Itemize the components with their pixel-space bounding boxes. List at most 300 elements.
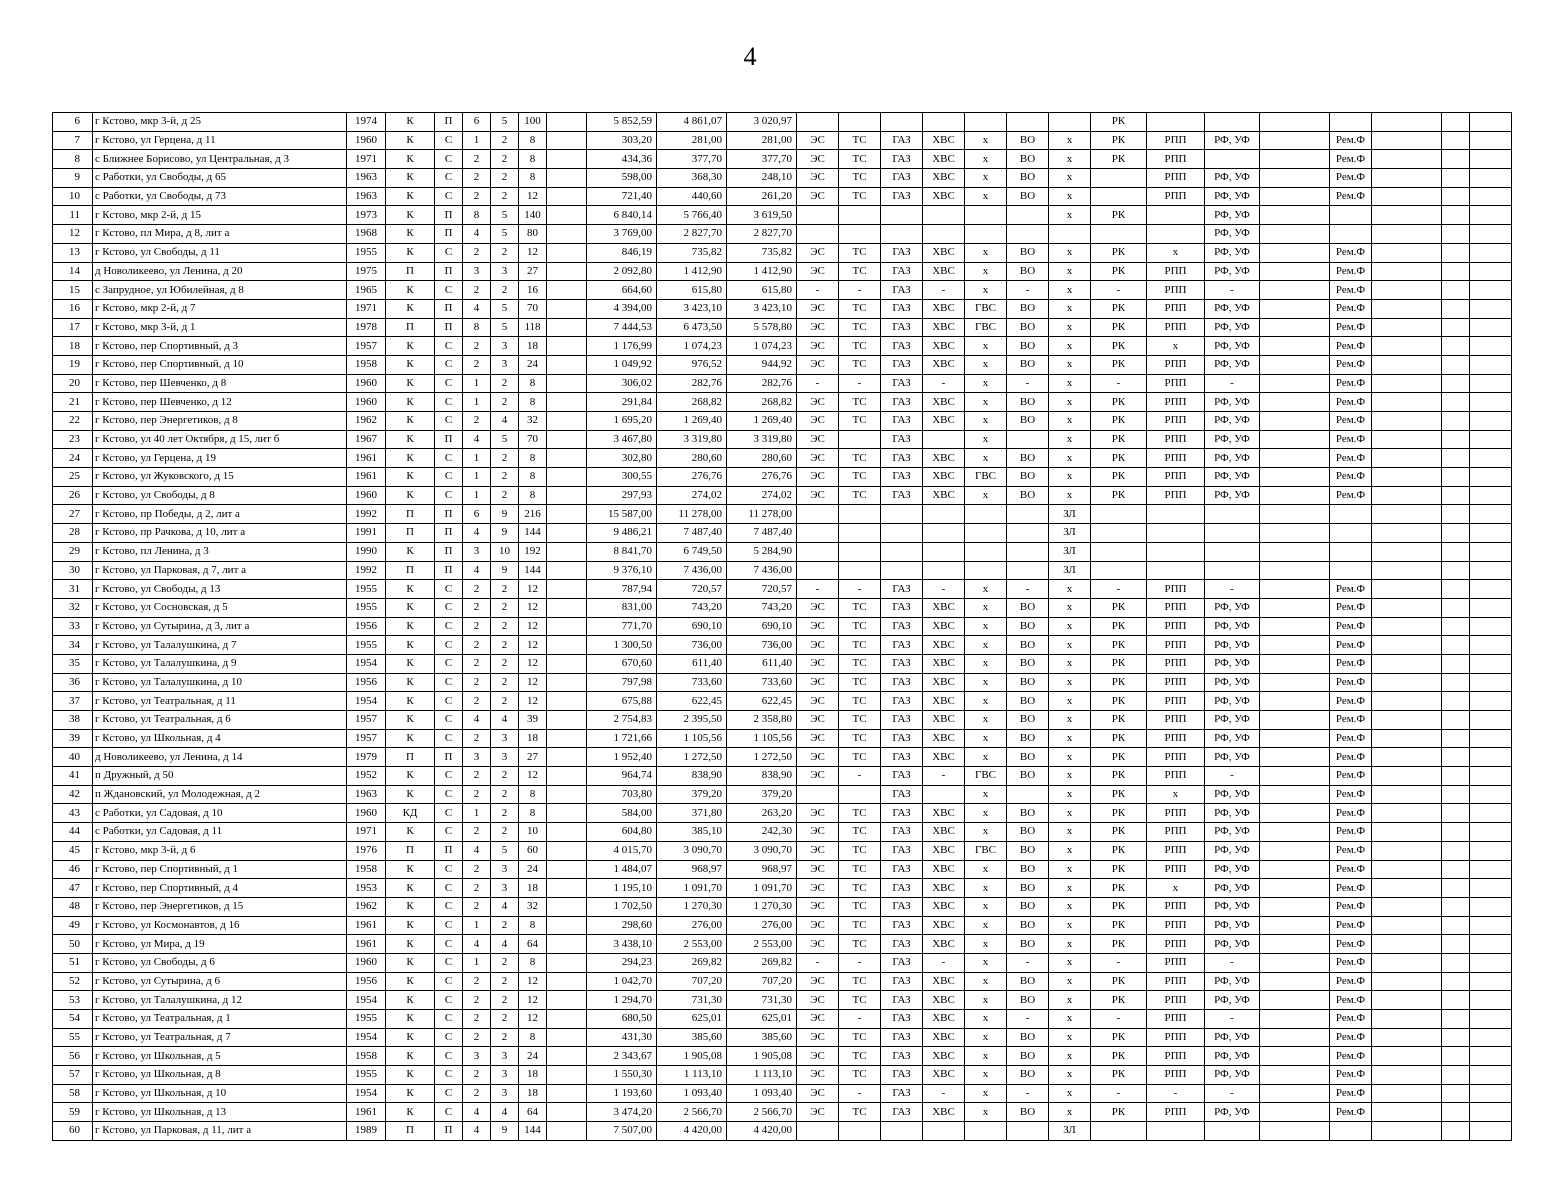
wall-type-cell: С xyxy=(435,636,463,655)
wall-type-cell: С xyxy=(435,991,463,1010)
total-area-cell: 771,70 xyxy=(587,617,657,636)
cold-water-cell: - xyxy=(923,1084,965,1103)
funds-cell: РФ, УФ xyxy=(1205,449,1260,468)
funds-cell: РФ, УФ xyxy=(1205,225,1260,244)
address-cell: г Кстово, пер Шевченко, д 8 xyxy=(93,374,347,393)
funds-cell: РФ, УФ xyxy=(1205,897,1260,916)
year-cell: 1958 xyxy=(347,355,386,374)
roof-cell: РК xyxy=(1091,748,1147,767)
hot-water-cell: х xyxy=(965,486,1007,505)
row-number: 39 xyxy=(53,729,93,748)
total-area-cell: 1 193,60 xyxy=(587,1084,657,1103)
gas-cell: ГАЗ xyxy=(881,953,923,972)
table-row xyxy=(53,860,1512,879)
electricity-cell: - xyxy=(797,580,839,599)
entrances-cell: 6 xyxy=(463,505,491,524)
status-cell: х xyxy=(1049,729,1091,748)
address-cell: г Кстово, ул Парковая, д 7, лит а xyxy=(93,561,347,580)
blank-cell xyxy=(1260,412,1330,431)
status-cell: х xyxy=(1049,692,1091,711)
funds-cell: РФ, УФ xyxy=(1205,711,1260,730)
blank-cell xyxy=(1470,879,1512,898)
residential-area-cell: 377,70 xyxy=(727,150,797,169)
blank-cell xyxy=(1470,393,1512,412)
row-number: 41 xyxy=(53,767,93,786)
table-row xyxy=(53,916,1512,935)
entrances-cell: 2 xyxy=(463,767,491,786)
row-number: 20 xyxy=(53,374,93,393)
sewerage-cell: ВО xyxy=(1007,1047,1049,1066)
status-cell: ЗЛ xyxy=(1049,542,1091,561)
gas-cell: ГАЗ xyxy=(881,1103,923,1122)
heating-cell: - xyxy=(839,374,881,393)
table-row xyxy=(53,1122,1512,1141)
total-area-cell: 15 587,00 xyxy=(587,505,657,524)
funds-cell: РФ, УФ xyxy=(1205,879,1260,898)
year-cell: 1957 xyxy=(347,337,386,356)
blank-cell xyxy=(1260,879,1330,898)
ownership-cell: К xyxy=(386,243,435,262)
blank-cell xyxy=(1372,187,1442,206)
ownership-cell: К xyxy=(386,636,435,655)
roof-cell: РК xyxy=(1091,841,1147,860)
entrances-cell: 4 xyxy=(463,841,491,860)
blank-cell xyxy=(1470,468,1512,487)
status-cell: х xyxy=(1049,150,1091,169)
hot-water-cell: х xyxy=(965,879,1007,898)
wall-type-cell: С xyxy=(435,580,463,599)
gas-cell: ГАЗ xyxy=(881,935,923,954)
apartments-cell: 8 xyxy=(519,393,547,412)
cold-water-cell: ХВС xyxy=(923,131,965,150)
gas-cell xyxy=(881,206,923,225)
blank-cell xyxy=(1260,991,1330,1010)
gas-cell: ГАЗ xyxy=(881,916,923,935)
apartments-cell: 12 xyxy=(519,617,547,636)
table-row xyxy=(53,225,1512,244)
heating-cell: ТС xyxy=(839,636,881,655)
year-cell: 1955 xyxy=(347,636,386,655)
funds-cell: РФ, УФ xyxy=(1205,299,1260,318)
blank-cell xyxy=(1372,113,1442,132)
roof-cell: РК xyxy=(1091,823,1147,842)
blank-cell xyxy=(1260,393,1330,412)
blank-cell xyxy=(1372,561,1442,580)
floors-cell: 10 xyxy=(491,542,519,561)
cold-water-cell: ХВС xyxy=(923,486,965,505)
sewerage-cell: - xyxy=(1007,953,1049,972)
gas-cell: ГАЗ xyxy=(881,449,923,468)
blank-cell xyxy=(1442,860,1470,879)
repair-fund-cell: Рем.Ф xyxy=(1330,393,1372,412)
blank-cell xyxy=(1260,542,1330,561)
status-cell: х xyxy=(1049,243,1091,262)
residential-area-cell: 622,45 xyxy=(727,692,797,711)
row-number: 47 xyxy=(53,879,93,898)
heating-cell: - xyxy=(839,1084,881,1103)
blank-cell xyxy=(547,113,587,132)
hot-water-cell: х xyxy=(965,729,1007,748)
facade-cell: - xyxy=(1147,1084,1205,1103)
row-number: 23 xyxy=(53,430,93,449)
funds-cell: РФ, УФ xyxy=(1205,991,1260,1010)
apartments-cell: 12 xyxy=(519,767,547,786)
address-cell: г Кстово, ул Театральная, д 11 xyxy=(93,692,347,711)
blank-cell xyxy=(1470,729,1512,748)
electricity-cell xyxy=(797,785,839,804)
wall-type-cell: С xyxy=(435,131,463,150)
blank-cell xyxy=(1372,430,1442,449)
apartments-cell: 64 xyxy=(519,1103,547,1122)
heating-cell: ТС xyxy=(839,1103,881,1122)
blank-cell xyxy=(1260,524,1330,543)
gas-cell: ГАЗ xyxy=(881,972,923,991)
status-cell: х xyxy=(1049,879,1091,898)
blank-cell xyxy=(1470,1066,1512,1085)
blank-cell xyxy=(547,598,587,617)
facade-cell xyxy=(1147,225,1205,244)
table-row xyxy=(53,299,1512,318)
apartments-cell: 70 xyxy=(519,299,547,318)
blank-cell xyxy=(547,281,587,300)
blank-cell xyxy=(1260,916,1330,935)
gas-cell: ГАЗ xyxy=(881,468,923,487)
blank-cell xyxy=(547,748,587,767)
blank-cell xyxy=(1442,991,1470,1010)
status-cell: х xyxy=(1049,430,1091,449)
blank-cell xyxy=(1470,337,1512,356)
ownership-cell: К xyxy=(386,113,435,132)
blank-cell xyxy=(547,729,587,748)
housing-registry-table xyxy=(52,112,1512,1141)
gas-cell: ГАЗ xyxy=(881,299,923,318)
blank-cell xyxy=(1260,1066,1330,1085)
status-cell: х xyxy=(1049,785,1091,804)
electricity-cell: ЭС xyxy=(797,860,839,879)
funds-cell: - xyxy=(1205,1010,1260,1029)
residential-area-cell: 838,90 xyxy=(727,767,797,786)
residential-area-cell: 263,20 xyxy=(727,804,797,823)
roof-cell: РК xyxy=(1091,673,1147,692)
hot-water-cell: х xyxy=(965,449,1007,468)
address-cell: г Кстово, ул Сутырина, д 3, лит а xyxy=(93,617,347,636)
facade-cell: РПП xyxy=(1147,860,1205,879)
year-cell: 1955 xyxy=(347,1066,386,1085)
sewerage-cell: ВО xyxy=(1007,823,1049,842)
repair-fund-cell: Рем.Ф xyxy=(1330,972,1372,991)
blank-cell xyxy=(1260,860,1330,879)
funds-cell: - xyxy=(1205,580,1260,599)
blank-cell xyxy=(1442,449,1470,468)
sewerage-cell: ВО xyxy=(1007,412,1049,431)
wall-type-cell: П xyxy=(435,748,463,767)
year-cell: 1955 xyxy=(347,580,386,599)
hot-water-cell: ГВС xyxy=(965,767,1007,786)
blank-cell xyxy=(547,393,587,412)
blank-cell xyxy=(1260,785,1330,804)
electricity-cell: ЭС xyxy=(797,393,839,412)
blank-cell xyxy=(547,299,587,318)
ownership-cell: К xyxy=(386,542,435,561)
blank-cell xyxy=(1260,449,1330,468)
floors-cell: 9 xyxy=(491,1122,519,1141)
blank-cell xyxy=(1470,654,1512,673)
living-area-cell: 2 553,00 xyxy=(657,935,727,954)
address-cell: г Кстово, ул Талалушкина, д 9 xyxy=(93,654,347,673)
blank-cell xyxy=(1442,729,1470,748)
ownership-cell: К xyxy=(386,935,435,954)
status-cell: х xyxy=(1049,748,1091,767)
ownership-cell: К xyxy=(386,486,435,505)
cold-water-cell: ХВС xyxy=(923,841,965,860)
ownership-cell: К xyxy=(386,150,435,169)
status-cell: х xyxy=(1049,206,1091,225)
address-cell: г Кстово, пер Спортивный, д 10 xyxy=(93,355,347,374)
gas-cell: ГАЗ xyxy=(881,692,923,711)
blank-cell xyxy=(547,206,587,225)
ownership-cell: К xyxy=(386,169,435,188)
cold-water-cell: ХВС xyxy=(923,879,965,898)
hot-water-cell: х xyxy=(965,673,1007,692)
blank-cell xyxy=(1260,953,1330,972)
cold-water-cell: ХВС xyxy=(923,1047,965,1066)
blank-cell xyxy=(1260,1028,1330,1047)
apartments-cell: 8 xyxy=(519,131,547,150)
ownership-cell: К xyxy=(386,1028,435,1047)
heating-cell: ТС xyxy=(839,654,881,673)
gas-cell xyxy=(881,113,923,132)
blank-cell xyxy=(1260,748,1330,767)
heating-cell: ТС xyxy=(839,337,881,356)
row-number: 51 xyxy=(53,953,93,972)
hot-water-cell: х xyxy=(965,337,1007,356)
cold-water-cell xyxy=(923,113,965,132)
funds-cell: РФ, УФ xyxy=(1205,1028,1260,1047)
living-area-cell: 371,80 xyxy=(657,804,727,823)
living-area-cell: 976,52 xyxy=(657,355,727,374)
table-row xyxy=(53,131,1512,150)
address-cell: г Кстово, пер Спортивный, д 4 xyxy=(93,879,347,898)
table-row xyxy=(53,729,1512,748)
entrances-cell: 8 xyxy=(463,318,491,337)
table-row xyxy=(53,430,1512,449)
electricity-cell: ЭС xyxy=(797,897,839,916)
apartments-cell: 192 xyxy=(519,542,547,561)
ownership-cell: К xyxy=(386,225,435,244)
heating-cell: ТС xyxy=(839,823,881,842)
blank-cell xyxy=(1372,804,1442,823)
row-number: 48 xyxy=(53,897,93,916)
status-cell: х xyxy=(1049,636,1091,655)
residential-area-cell: 2 566,70 xyxy=(727,1103,797,1122)
living-area-cell: 3 423,10 xyxy=(657,299,727,318)
status-cell: х xyxy=(1049,355,1091,374)
total-area-cell: 9 376,10 xyxy=(587,561,657,580)
floors-cell: 4 xyxy=(491,711,519,730)
status-cell: х xyxy=(1049,580,1091,599)
cold-water-cell: ХВС xyxy=(923,654,965,673)
living-area-cell: 611,40 xyxy=(657,654,727,673)
heating-cell: - xyxy=(839,580,881,599)
heating-cell: ТС xyxy=(839,393,881,412)
floors-cell: 3 xyxy=(491,1084,519,1103)
living-area-cell: 720,57 xyxy=(657,580,727,599)
wall-type-cell: С xyxy=(435,711,463,730)
apartments-cell: 32 xyxy=(519,897,547,916)
facade-cell: х xyxy=(1147,337,1205,356)
facade-cell: РПП xyxy=(1147,767,1205,786)
sewerage-cell xyxy=(1007,225,1049,244)
table-row xyxy=(53,243,1512,262)
ownership-cell: К xyxy=(386,299,435,318)
total-area-cell: 1 952,40 xyxy=(587,748,657,767)
address-cell: г Кстово, ул Сосновская, д 5 xyxy=(93,598,347,617)
cold-water-cell: ХВС xyxy=(923,337,965,356)
floors-cell: 2 xyxy=(491,972,519,991)
heating-cell: ТС xyxy=(839,841,881,860)
funds-cell: РФ, УФ xyxy=(1205,430,1260,449)
blank-cell xyxy=(1442,355,1470,374)
address-cell: г Кстово, ул Свободы, д 8 xyxy=(93,486,347,505)
total-area-cell: 300,55 xyxy=(587,468,657,487)
roof-cell: РК xyxy=(1091,935,1147,954)
sewerage-cell: ВО xyxy=(1007,673,1049,692)
status-cell: х xyxy=(1049,262,1091,281)
status-cell: х xyxy=(1049,972,1091,991)
heating-cell: ТС xyxy=(839,187,881,206)
year-cell: 1960 xyxy=(347,953,386,972)
ownership-cell: К xyxy=(386,337,435,356)
wall-type-cell: П xyxy=(435,262,463,281)
table-row xyxy=(53,1066,1512,1085)
status-cell: х xyxy=(1049,187,1091,206)
blank-cell xyxy=(1372,636,1442,655)
heating-cell: ТС xyxy=(839,897,881,916)
cold-water-cell: ХВС xyxy=(923,1028,965,1047)
repair-fund-cell: Рем.Ф xyxy=(1330,1028,1372,1047)
blank-cell xyxy=(1470,953,1512,972)
electricity-cell xyxy=(797,561,839,580)
cold-water-cell: ХВС xyxy=(923,692,965,711)
floors-cell: 2 xyxy=(491,393,519,412)
blank-cell xyxy=(547,935,587,954)
living-area-cell: 731,30 xyxy=(657,991,727,1010)
blank-cell xyxy=(1442,1066,1470,1085)
gas-cell: ГАЗ xyxy=(881,785,923,804)
electricity-cell: ЭС xyxy=(797,187,839,206)
funds-cell: РФ, УФ xyxy=(1205,598,1260,617)
facade-cell: РПП xyxy=(1147,598,1205,617)
gas-cell: ГАЗ xyxy=(881,617,923,636)
entrances-cell: 4 xyxy=(463,524,491,543)
table-row xyxy=(53,617,1512,636)
wall-type-cell: С xyxy=(435,468,463,487)
electricity-cell: ЭС xyxy=(797,299,839,318)
residential-area-cell: 274,02 xyxy=(727,486,797,505)
floors-cell: 2 xyxy=(491,187,519,206)
blank-cell xyxy=(1442,1122,1470,1141)
gas-cell: ГАЗ xyxy=(881,636,923,655)
status-cell: ЗЛ xyxy=(1049,524,1091,543)
hot-water-cell xyxy=(965,524,1007,543)
blank-cell xyxy=(1260,1103,1330,1122)
apartments-cell: 18 xyxy=(519,337,547,356)
repair-fund-cell: Рем.Ф xyxy=(1330,1010,1372,1029)
sewerage-cell: ВО xyxy=(1007,486,1049,505)
blank-cell xyxy=(1470,916,1512,935)
blank-cell xyxy=(1372,729,1442,748)
total-area-cell: 1 300,50 xyxy=(587,636,657,655)
residential-area-cell: 735,82 xyxy=(727,243,797,262)
total-area-cell: 7 444,53 xyxy=(587,318,657,337)
ownership-cell: К xyxy=(386,654,435,673)
roof-cell: РК xyxy=(1091,879,1147,898)
residential-area-cell: 731,30 xyxy=(727,991,797,1010)
repair-fund-cell: Рем.Ф xyxy=(1330,468,1372,487)
entrances-cell: 2 xyxy=(463,972,491,991)
cold-water-cell: ХВС xyxy=(923,150,965,169)
blank-cell xyxy=(547,767,587,786)
roof-cell: РК xyxy=(1091,711,1147,730)
facade-cell: РПП xyxy=(1147,711,1205,730)
ownership-cell: К xyxy=(386,897,435,916)
electricity-cell xyxy=(797,206,839,225)
ownership-cell: К xyxy=(386,860,435,879)
status-cell xyxy=(1049,113,1091,132)
repair-fund-cell xyxy=(1330,206,1372,225)
blank-cell xyxy=(547,1028,587,1047)
sewerage-cell xyxy=(1007,505,1049,524)
residential-area-cell: 625,01 xyxy=(727,1010,797,1029)
residential-area-cell: 276,00 xyxy=(727,916,797,935)
gas-cell: ГАЗ xyxy=(881,841,923,860)
blank-cell xyxy=(1442,841,1470,860)
heating-cell: ТС xyxy=(839,673,881,692)
electricity-cell: ЭС xyxy=(797,337,839,356)
roof-cell: РК xyxy=(1091,430,1147,449)
ownership-cell: П xyxy=(386,524,435,543)
table-row xyxy=(53,748,1512,767)
gas-cell: ГАЗ xyxy=(881,1084,923,1103)
blank-cell xyxy=(1442,617,1470,636)
facade-cell xyxy=(1147,505,1205,524)
blank-cell xyxy=(1372,1010,1442,1029)
sewerage-cell: - xyxy=(1007,1084,1049,1103)
year-cell: 1971 xyxy=(347,150,386,169)
residential-area-cell: 276,76 xyxy=(727,468,797,487)
row-number: 33 xyxy=(53,617,93,636)
status-cell: х xyxy=(1049,1066,1091,1085)
wall-type-cell: С xyxy=(435,374,463,393)
apartments-cell: 27 xyxy=(519,748,547,767)
heating-cell xyxy=(839,113,881,132)
floors-cell: 3 xyxy=(491,1066,519,1085)
status-cell: х xyxy=(1049,374,1091,393)
status-cell: х xyxy=(1049,1103,1091,1122)
apartments-cell: 8 xyxy=(519,1028,547,1047)
apartments-cell: 12 xyxy=(519,580,547,599)
year-cell: 1965 xyxy=(347,281,386,300)
blank-cell xyxy=(1470,225,1512,244)
row-number: 25 xyxy=(53,468,93,487)
heating-cell: ТС xyxy=(839,449,881,468)
heating-cell: - xyxy=(839,281,881,300)
row-number: 17 xyxy=(53,318,93,337)
living-area-cell: 838,90 xyxy=(657,767,727,786)
year-cell: 1956 xyxy=(347,617,386,636)
address-cell: г Кстово, ул Школьная, д 4 xyxy=(93,729,347,748)
cold-water-cell: ХВС xyxy=(923,636,965,655)
